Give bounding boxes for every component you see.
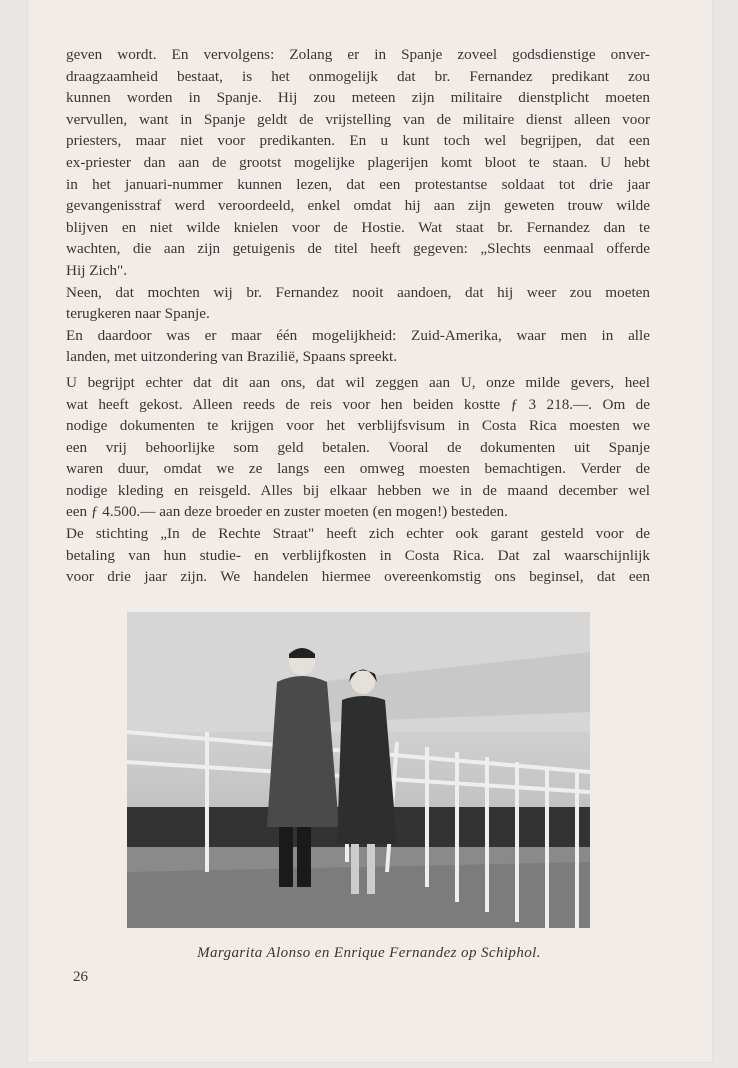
text-line: nodige kleding en reisgeld. Alles bij elkaar hebben we in de maand december wel xyxy=(66,481,650,499)
text-line: gevangenisstraf werd veroordeeld, enkel omdat hij aan zijn geweten trouw wilde xyxy=(66,197,650,215)
text-line: terugkeren naar Spanje. xyxy=(66,305,210,323)
text-line: Neen, dat mochten wij br. Fernandez nooit aandoen, dat hij weer zou moeten xyxy=(66,283,650,301)
text-line: kunnen worden in Spanje. Hij zou meteen zijn militaire dienstplicht moeten xyxy=(66,89,650,107)
text-line: een vrij behoorlijke som geld betalen. Vooral de dokumenten uit Spanje xyxy=(66,438,650,456)
page-number: 26 xyxy=(73,969,88,985)
text-line: De stichting „In de Rechte Straat" heeft zich echter ook garant gesteld voor de xyxy=(66,525,650,543)
text-line: voor drie jaar zijn. We handelen hiermee overeenkomstig ons beginsel, dat een xyxy=(66,568,650,586)
text-line: priesters, maar niet voor predikanten. En u kunt toch wel begrijpen, dat een xyxy=(66,132,650,150)
text-line: geven wordt. En vervolgens: Zolang er in Spanje zoveel godsdienstige onver- xyxy=(66,46,650,63)
text-line: blijven en niet wilde knielen voor de Hostie. Wat staat br. Fernandez dan te xyxy=(66,218,650,236)
text-line: En daardoor was er maar één mogelijkheid: Zuid-Amerika, waar men in alle xyxy=(66,326,650,344)
body-text xyxy=(66,44,650,588)
text-line: wat heeft gekost. Alleen reeds de reis voor hen beiden kostte ƒ 3 218.—. Om de xyxy=(66,395,650,413)
text-line: nodige dokumenten te krijgen voor het verblijfsvisum in Costa Rica moesten we xyxy=(66,417,650,435)
text-line: wachten, die aan zijn getuigenis de titel heeft gegeven: „Slechts eenmaal offerde xyxy=(66,240,650,258)
text-line: landen, met uitzondering van Brazilië, Spaans spreekt. xyxy=(66,348,398,366)
text-line: vervullen, want in Spanje geldt de vrijstelling van de militaire dienst alleen voor xyxy=(66,110,650,128)
text-line: betaling van hun studie- en verblijfkosten in Costa Rica. Dat zal waarschijnlijk xyxy=(66,546,650,564)
text-line: ex-priester dan aan de grootst mogelijke plagerijen komt bloot te staan. U hebt xyxy=(66,153,650,171)
text-line: in het januari-nummer kunnen lezen, dat een protestantse soldaat tot drie jaar xyxy=(66,175,650,193)
text-line: U begrijpt echter dat dit aan ons, dat wil zeggen aan U, onze milde gevers, heel xyxy=(66,373,650,391)
photo-caption: Margarita Alonso en Enrique Fernandez op Schiphol. xyxy=(197,945,541,961)
text-line: draagzaamheid bestaat, is het onmogelijk dat br. Fernandez predikant zou xyxy=(66,67,650,85)
photograph-couple-at-airport xyxy=(127,612,590,928)
text-line: een ƒ 4.500.— aan deze broeder en zuster moeten (en mogen!) besteden. xyxy=(66,503,508,521)
text-line: waren duur, omdat we ze langs een omweg moesten bemachtigen. Verder de xyxy=(66,460,650,478)
text-line: Hij Zich". xyxy=(66,261,128,279)
